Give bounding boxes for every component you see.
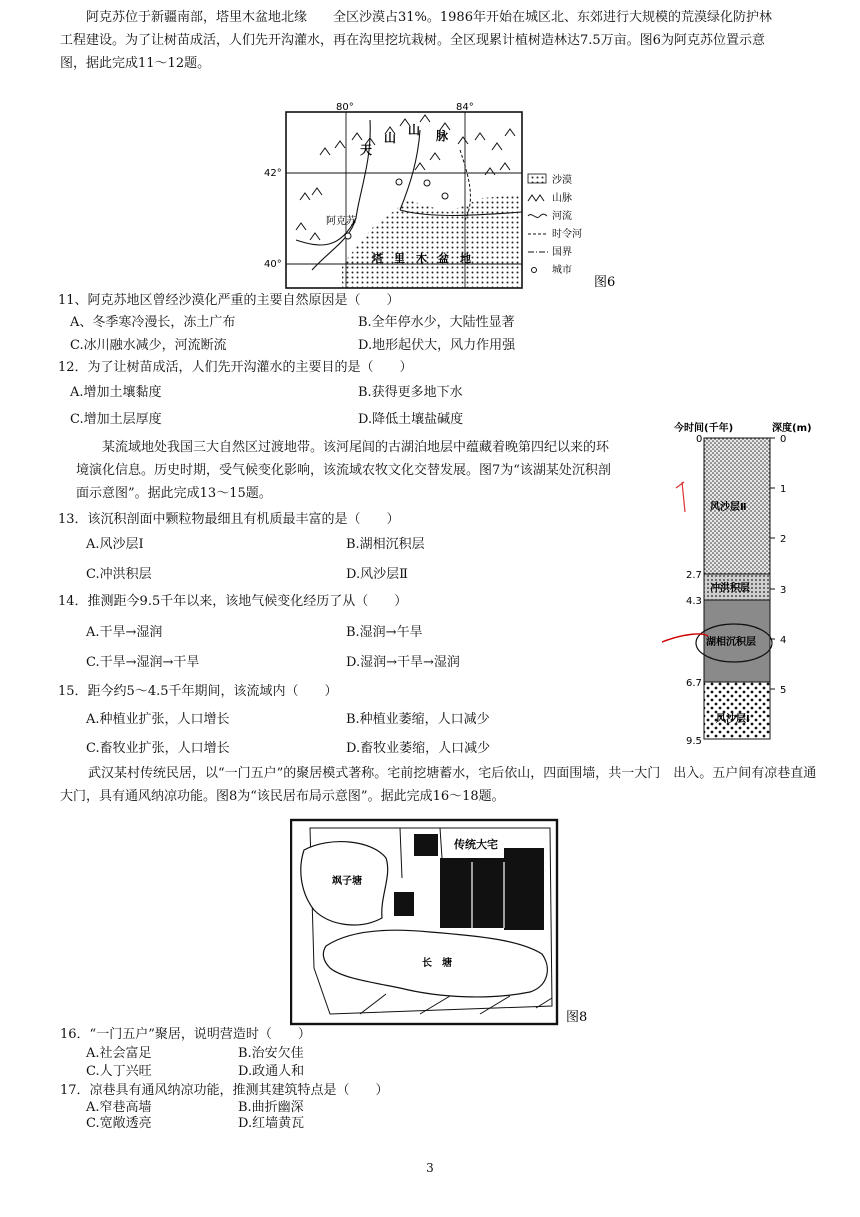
question-17-option-a: A.窄巷高墙 <box>86 1100 152 1115</box>
longitude-80-label: 80° <box>336 102 354 113</box>
legend-mountain: 山脉 <box>552 193 572 204</box>
question-14-option-a: A.干旱→湿润 <box>86 625 163 640</box>
legend-desert: 沙漠 <box>552 175 572 186</box>
place-tarim-basin: 塔 里 木 盆 地 <box>372 252 471 265</box>
page-number: 3 <box>426 1161 434 1175</box>
legend-river-icon <box>528 214 547 217</box>
figure-6-caption: 图6 <box>594 275 616 290</box>
depth-axis-header: 深度(m) <box>772 423 812 434</box>
question-11-option-b: B.全年停水少，大陆性显著 <box>358 315 515 330</box>
time-tick-2-7: 2.7 <box>686 570 702 581</box>
place-mai: 脉 <box>436 129 449 143</box>
layer-sand-2-label: 风沙层Ⅱ <box>710 502 747 513</box>
depth-tick-3: 3 <box>780 585 787 596</box>
question-12-option-c: C.增加土层厚度 <box>70 412 162 427</box>
label-long-pond: 长 塘 <box>422 958 452 969</box>
legend-seasonal-river: 时令河 <box>552 229 582 240</box>
place-tian: 天 <box>360 143 373 157</box>
question-13-stem: 13．该沉积剖面中颗粒物最细且有机质最丰富的是（ ） <box>58 512 400 527</box>
question-13-option-d: D.风沙层Ⅱ <box>346 567 408 582</box>
question-17-option-c: C.宽敞透亮 <box>86 1116 152 1131</box>
intro-paragraph-akesu: 阿克苏位于新疆南部，塔里木盆地北缘 全区沙漠占31%。1986年开始在城区北、东郊进行大规模的荒漠绿化防护林工程建设。为了让树苗成活，人们先开沟灌水，再在沟里挖坑栽树。全区现累计植树造林达7.5万亩。图6为阿克苏位置示意图，据此完成11～12题。 <box>60 10 772 71</box>
map-legend <box>528 173 582 276</box>
layer-flood-label: 冲洪积层 <box>710 583 750 594</box>
depth-tick-5: 5 <box>780 685 787 696</box>
question-14-option-b: B.湿润→午旱 <box>346 625 423 640</box>
place-shan: 山 <box>384 131 397 145</box>
place-akesu: 阿克苏 <box>326 216 356 227</box>
label-small-pond: 飒子塘 <box>332 876 362 887</box>
question-16-option-d: D.政通人和 <box>238 1064 305 1079</box>
legend-city: 城市 <box>552 265 572 276</box>
time-axis-header: 今时间(千年) <box>674 423 734 434</box>
time-tick-4-3: 4.3 <box>686 596 702 607</box>
layer-lake-label: 湖相沉积层 <box>706 637 756 648</box>
question-16-stem: 16．“一门五户”聚居，说明营造时（ ） <box>60 1027 311 1042</box>
question-17-stem: 17．凉巷具有通风纳凉功能，推测其建筑特点是（ ） <box>60 1083 389 1098</box>
question-15-option-a: A.种植业扩张，人口增长 <box>86 712 230 727</box>
legend-city-icon <box>532 268 537 273</box>
question-12-option-b: B.获得更多地下水 <box>358 385 463 400</box>
latitude-40-label: 40° <box>264 259 282 270</box>
question-11-option-c: C.冰川融水减少，河流断流 <box>70 338 227 353</box>
longitude-84-label: 84° <box>456 102 474 113</box>
legend-desert-icon <box>528 174 546 183</box>
question-13-option-b: B.湖相沉积层 <box>346 537 425 552</box>
question-12-option-a: A.增加土壤黏度 <box>70 385 162 400</box>
question-11-option-a: A、冬季寒冷漫长，冻土广布 <box>70 315 236 330</box>
figure-6-map <box>260 100 632 292</box>
question-17-option-b: B.曲折幽深 <box>238 1100 304 1115</box>
depth-tick-4: 4 <box>780 635 787 646</box>
figure-8-dwelling-layout <box>290 818 596 1028</box>
question-15-option-d: D.畜牧业萎缩，人口减少 <box>346 741 491 756</box>
figure-7-sediment-profile <box>662 418 820 748</box>
legend-mountain-icon <box>528 195 544 201</box>
question-13-option-a: A.风沙层Ⅰ <box>86 537 144 552</box>
legend-border: 国界 <box>552 247 572 258</box>
question-14-option-d: D.湿润→干旱→湿润 <box>346 655 460 670</box>
figure-8-caption: 图8 <box>566 1010 588 1025</box>
question-16-option-a: A.社会富足 <box>86 1046 152 1061</box>
legend-river: 河流 <box>552 211 572 222</box>
time-tick-6-7: 6.7 <box>686 678 702 689</box>
question-17-option-d: D.红墙黄瓦 <box>238 1116 305 1131</box>
label-traditional-house: 传统大宅 <box>454 838 498 851</box>
depth-tick-0: 0 <box>780 434 787 445</box>
question-13-option-c: C.冲洪积层 <box>86 567 152 582</box>
question-11-option-d: D.地形起伏大，风力作用强 <box>358 338 516 353</box>
question-16-option-c: C.人丁兴旺 <box>86 1064 152 1079</box>
place-shan-2: 山 <box>408 123 421 137</box>
latitude-42-label: 42° <box>264 168 282 179</box>
depth-tick-1: 1 <box>780 484 787 495</box>
intro-paragraph-wuhan: 武汉某村传统民居，以“一门五户”的聚居模式著称。宅前挖塘蓄水，宅后依山，四面围墙，共一大门 出入。五户间有凉巷直通大门，具有通风纳凉功能。图8为“该民居布局示意图”。据此完成16～18题。 <box>60 766 817 804</box>
question-15-option-c: C.畜牧业扩张，人口增长 <box>86 741 230 756</box>
question-15-stem: 15．距今约5～4.5千年期间，该流域内（ ） <box>58 684 338 699</box>
time-tick-9-5: 9.5 <box>686 736 702 747</box>
question-12-option-d: D.降低土壤盐碱度 <box>358 412 464 427</box>
question-16-option-b: B.治安欠佳 <box>238 1046 304 1061</box>
question-14-stem: 14．推测距今9.5千年以来，该地气候变化经历了从（ ） <box>58 594 408 609</box>
layer-sand-1-label: 风沙层Ⅰ <box>716 714 750 725</box>
question-15-option-b: B.种植业萎缩，人口减少 <box>346 712 490 727</box>
question-14-option-c: C.干旱→湿润→干旱 <box>86 655 200 670</box>
intro-paragraph-lake: 某流域地处我国三大自然区过渡地带。该河尾闾的古湖泊地层中蕴藏着晚第四纪以来的环境演化信息。历史时期，受气候变化影响，该流域农牧文化交替发展。图7为“该湖某处沉积剖面示意图”。据此完成13～15题。 <box>76 440 611 501</box>
time-tick-0: 0 <box>696 434 703 445</box>
depth-tick-2: 2 <box>780 534 787 545</box>
question-11-stem: 11、阿克苏地区曾经沙漠化严重的主要自然原因是（ ） <box>58 293 400 308</box>
question-12-stem: 12．为了让树苗成活，人们先开沟灌水的主要目的是（ ） <box>58 360 413 375</box>
